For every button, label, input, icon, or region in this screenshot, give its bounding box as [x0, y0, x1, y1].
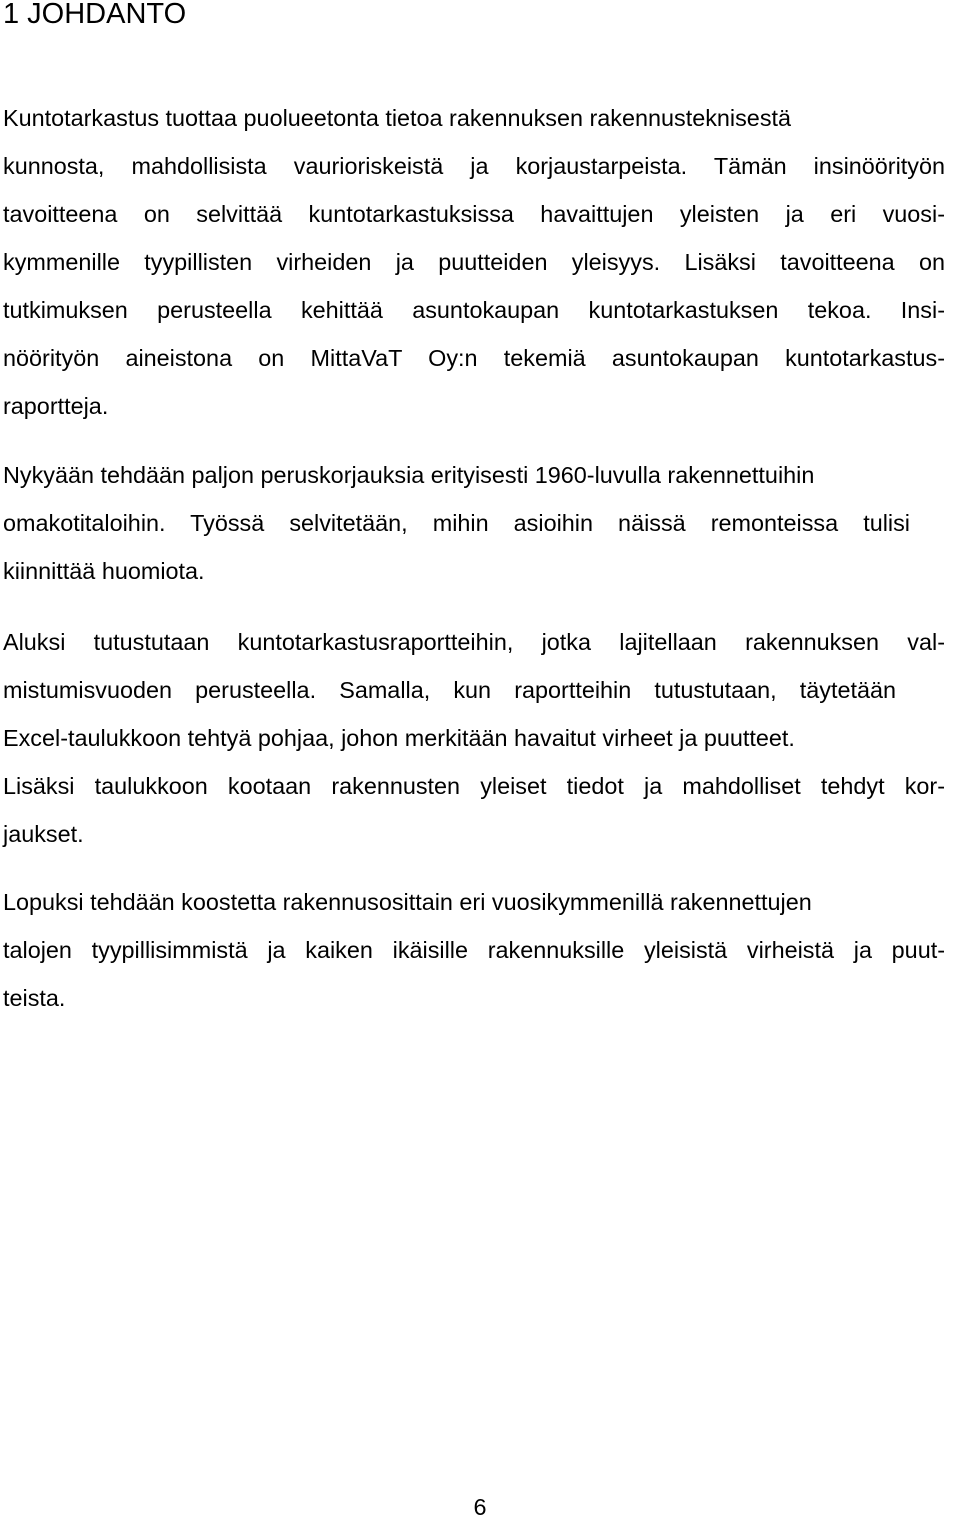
text-line: teista. [3, 985, 66, 1011]
text-line: jaukset. [3, 821, 84, 847]
text-line: nöörityön aineistona on MittaVaT Oy:n tekemiä asuntokaupan kuntotarkastus- [3, 345, 945, 371]
text-line: talojen tyypillisimmistä ja kaiken ikäisille rakennuksille yleisistä virheistä ja puut- [3, 937, 945, 963]
text-line: kunnosta, mahdollisista vaurioriskeistä ja korjaustarpeista. Tämän insinöörityön [3, 153, 945, 179]
paragraph-introduction [3, 94, 945, 430]
text-line: kiinnittää huomiota. [3, 558, 205, 584]
text-line: tutkimuksen perusteella kehittää asuntokaupan kuntotarkastuksen tekoa. Insi- [3, 297, 945, 323]
text-line: Excel-taulukkoon tehtyä pohjaa, johon merkitään havaitut virheet ja puutteet. [3, 725, 795, 751]
text-line: mistumisvuoden perusteella. Samalla, kun raportteihin tutustutaan, täytetään [3, 677, 896, 703]
text-line: tavoitteena on selvittää kuntotarkastuksissa havaittujen yleisten ja eri vuosi- [3, 201, 945, 227]
text-line: Lopuksi tehdään koostetta rakennusosittain eri vuosikymmenillä rakennettujen [3, 889, 812, 915]
text-line: Lisäksi taulukkoon kootaan rakennusten yleiset tiedot ja mahdolliset tehdyt kor- [3, 773, 945, 799]
text-line: raportteja. [3, 393, 109, 419]
text-line: Kuntotarkastus tuottaa puolueetonta tietoa rakennuksen rakennusteknisestä [3, 105, 792, 131]
paragraph-method [3, 618, 945, 858]
text-line: Aluksi tutustutaan kuntotarkastusraportteihin, jotka lajitellaan rakennuksen val- [3, 629, 945, 655]
paragraph-renovations [3, 451, 910, 595]
text-line: omakotitaloihin. Työssä selvitetään, mihin asioihin näissä remonteissa tulisi [3, 510, 910, 536]
text-line: Nykyään tehdään paljon peruskorjauksia erityisesti 1960-luvulla rakennettuihin [3, 462, 815, 488]
text-line: kymmenille tyypillisten virheiden ja puutteiden yleisyys. Lisäksi tavoitteena on [3, 249, 945, 275]
paragraph-conclusion [3, 878, 945, 1022]
page-number: 6 [473, 1494, 487, 1520]
chapter-heading: 1 JOHDANTO [3, 0, 187, 30]
